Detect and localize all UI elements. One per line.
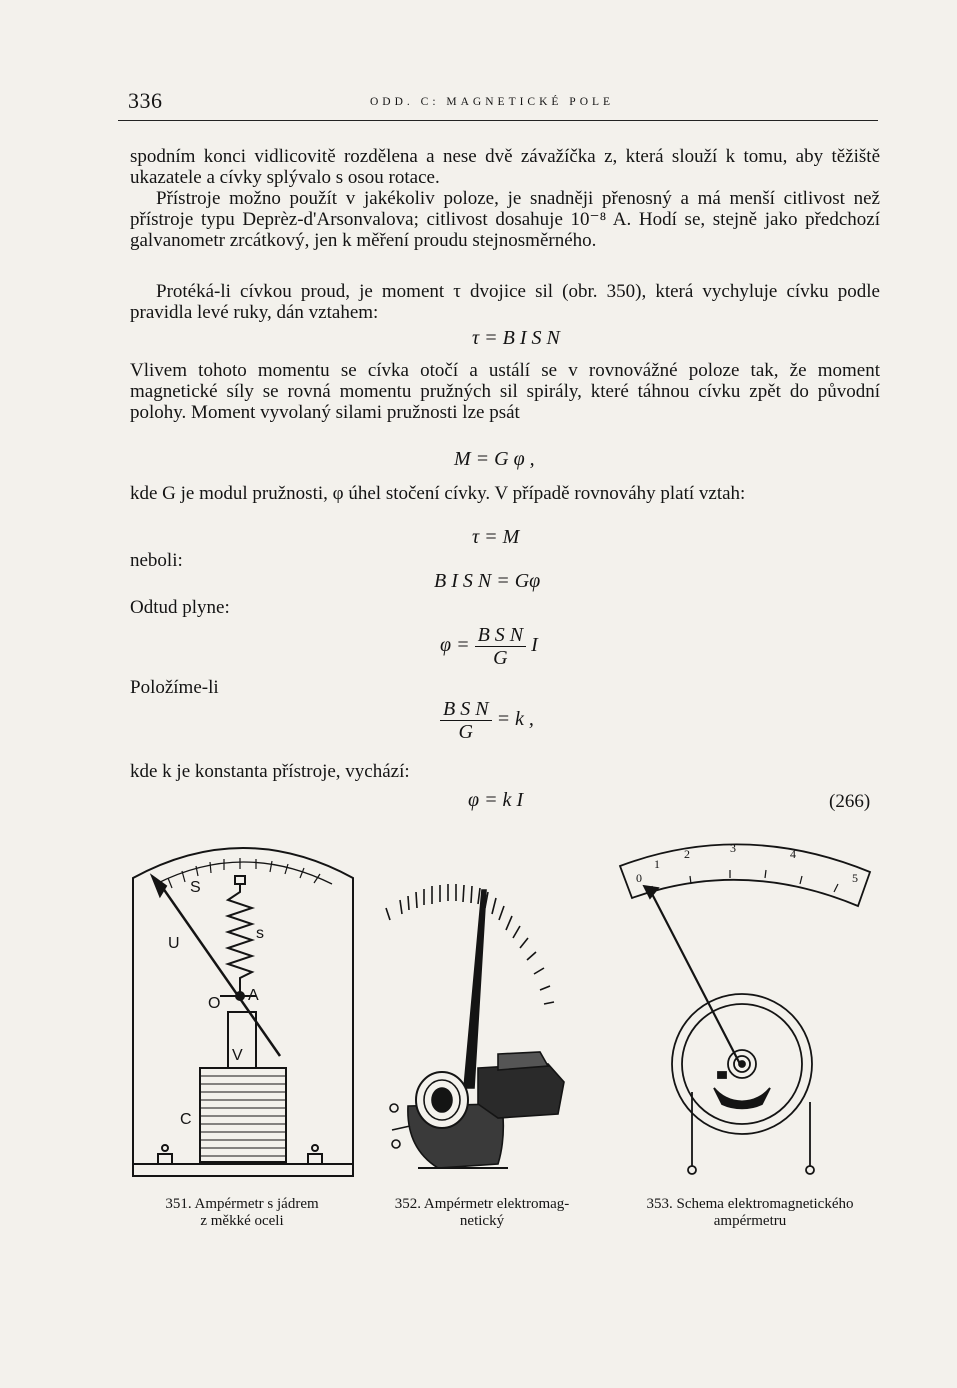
fig351-label-s: s: [256, 925, 264, 942]
page-number: 336: [128, 88, 163, 113]
equation-number: (266): [829, 791, 871, 812]
equation-elastic-moment: M = G φ ,: [454, 448, 535, 470]
caption-353-line-1: 353. Schema elektromagnetického: [646, 1196, 854, 1212]
equation-bisn: B I S N = Gφ: [434, 570, 541, 592]
fig351-label-S: S: [190, 879, 201, 896]
fig353-scale-label-4: 4: [790, 847, 796, 861]
label-polozime: Položíme-li: [130, 677, 219, 698]
equation-phi: [440, 624, 538, 669]
paragraph-3: Protéká-li cívkou proud, je moment τ dvojice sil (obr. 350), která vychyluje cívku podle pravidla levé ruky, dán vztahem:: [130, 281, 880, 323]
fig353-scale-label-0: 0: [636, 871, 642, 885]
fig351-label-U: U: [168, 935, 180, 952]
paragraph-2: Přístroje možno použít v jakékoliv poloze, je snadněji přenosný a má menší citlivost než přístroje typu Deprèz-d'Arsonvalova; citlivost dosahuje 10⁻⁸ A. Hodí se, stejně jako předchozí galvanometr zrcátkový, jen k měření proudu stejnosměrného.: [130, 188, 880, 251]
equation-k-denominator: G: [458, 721, 473, 743]
equation-phi-left: φ =: [440, 634, 470, 657]
equation-phi-fraction: [475, 624, 527, 669]
caption-351: [124, 1196, 360, 1230]
fig351-label-V: V: [232, 1047, 243, 1064]
running-title: ODD. C: MAGNETICKÉ POLE: [370, 96, 615, 108]
caption-351-line-1: 351. Ampérmetr s jádrem: [165, 1196, 319, 1212]
fig351-label-A: A: [248, 987, 259, 1004]
label-kde-k: kde k je konstanta přístroje, vychází:: [130, 761, 410, 782]
label-neboli: neboli:: [130, 550, 183, 571]
paragraph-5: kde G je modul pružnosti, φ úhel stočení cívky. V případě rovnováhy platí vztah:: [130, 483, 746, 504]
caption-352-line-2: netický: [459, 1213, 505, 1229]
figure-353-ammeter-schema: [618, 832, 878, 1182]
figure-351-ammeter-soft-iron: [128, 836, 358, 1186]
caption-353: [612, 1196, 888, 1230]
fig353-scale-label-5: 5: [852, 871, 858, 885]
fig351-label-C: C: [180, 1111, 192, 1128]
equation-266: φ = k I: [468, 789, 524, 811]
caption-353-line-2: ampérmetru: [713, 1213, 787, 1229]
equation-torque: τ = B I S N: [472, 327, 560, 349]
caption-351-line-2: z měkké oceli: [200, 1213, 284, 1229]
page-header: [118, 84, 878, 121]
label-odtud: Odtud plyne:: [130, 597, 230, 618]
fig353-scale-label-1: 1: [654, 857, 660, 871]
caption-352: [362, 1196, 602, 1230]
equation-phi-numerator: B S N: [475, 624, 527, 647]
fig353-scale-label-2: 2: [684, 847, 690, 861]
fig353-scale-label-3: 3: [730, 841, 736, 855]
equation-phi-right: I: [531, 634, 538, 657]
equation-phi-denominator: G: [493, 647, 508, 669]
equation-k-fraction: [440, 698, 492, 743]
equation-equilibrium: τ = M: [472, 526, 520, 548]
paragraph-1: spodním konci vidlicovitě rozdělena a nese dvě závažíčka z, která slouží k tomu, aby těžiště ukazatele a cívky splývalo s osou rotace.: [130, 146, 880, 188]
figure-352-electromagnetic-ammeter: [378, 868, 578, 1183]
equation-k-numerator: B S N: [440, 698, 492, 721]
paragraph-4: Vlivem tohoto momentu se cívka otočí a ustálí se v rovnovážné poloze tak, že moment magnetické síly se rovná momentu pružných sil spirály, které táhnou cívku zpět do původní polohy. Moment vyvolaný silami pružnosti lze psát: [130, 360, 880, 423]
fig351-label-O: O: [208, 995, 221, 1012]
caption-352-line-1: 352. Ampérmetr elektromag-: [394, 1196, 570, 1212]
equation-k: [440, 698, 534, 743]
equation-k-right: = k ,: [496, 708, 534, 731]
